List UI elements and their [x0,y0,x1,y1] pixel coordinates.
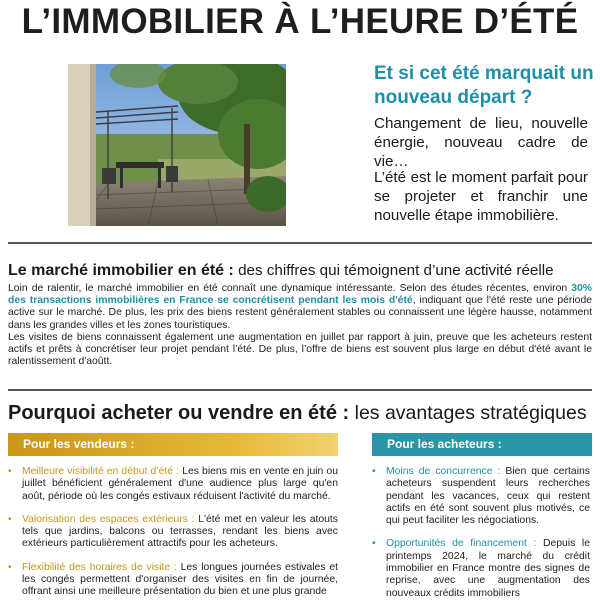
market-heading-bold: Le marché immobilier en été : [8,262,234,279]
page-title: L’IMMOBILIER À L’HEURE D’ÉTÉ [21,2,579,41]
why-heading-rest: les avantages stratégiques [349,402,587,424]
item-label: Valorisation des espaces extérieurs : [22,513,195,525]
item-text: Depuis le printemps 2024, le marché du crédit immobilier en France montre des signes de reprise, avec une augmentation des nouveaux crédits immobiliers [386,538,590,599]
bullet-icon: • [8,513,12,525]
terrace-photo [68,64,286,226]
market-paragraph-1 [8,283,592,332]
item-text: Les longues journées estivales et les congés permettent d'organiser des visites en fin de journée, offrant ainsi une meilleure présentation du bien et une plus grande [22,561,338,598]
hero-headline: Et si cet été marquait un nouveau départ ? [374,63,594,108]
hero-paragraph-2: L’été est le moment parfait pour se projeter et franchir une nouvelle étape immobilière. [374,169,588,224]
list-item [372,466,590,527]
section-divider [8,389,592,391]
item-label: Flexibilité des horaires de visite : [22,561,177,573]
section-divider [8,242,592,244]
bullet-icon: • [8,561,12,573]
buyers-list [372,466,590,611]
market-p1-highlight: 30% des transactions immobilières en France se concrétisent pendant les mois d'été [8,283,592,307]
buyers-band: Pour les acheteurs : [372,433,592,456]
market-p1-text: Loin de ralentir, le marché immobilier en été connaît une dynamique intéressante. Selon des études récentes, environ [8,283,572,294]
market-p1-text-end: , indiquant que l'été reste une période active sur le marché. De plus, les prix des biens restent généralement stables ou connaissent une légère hausse, notamment dans les grandes villes et les zones touristiques. [8,295,592,331]
item-label: Opportunités de financement : [386,538,537,550]
terrace-photo-image [68,64,286,226]
bullet-icon: • [8,466,12,477]
list-item [372,538,590,599]
item-text: Les biens mis en vente en juin ou juillet bénéficient généralement d'une audience plus large qu'en août, période où les congés estivaux réduisent l'activité du marché. [22,466,338,502]
item-text: L'été met en valeur les atouts tels que jardins, balcons ou terrasses, rendant les biens avec extérieurs particulièrement attractifs pour les acheteurs. [22,513,338,550]
bullet-icon: • [372,538,376,550]
list-item [8,514,338,551]
why-heading-bold: Pourquoi acheter ou vendre en été : [8,402,350,424]
why-section-heading [8,402,598,425]
market-section-body [8,283,592,368]
market-paragraph-2: Les visites de biens connaissent également une augmentation en juillet par rapport à juin, preuve que les acheteurs restent actifs et prêts à concrétiser leur projet pendant l’été. De plus, l’offre de biens est souvent plus large en début d'été avant le ralentissement d'aoûtt. [8,331,592,368]
bullet-icon: • [372,466,376,477]
item-label: Moins de concurrence : [386,466,501,477]
sellers-list [8,466,338,610]
item-text: Bien que certains acheteurs suspendent leurs recherches pendant les vacances, ceux qui restent actifs en été sont souvent plus motivés, ce qui peut faciliter les négociations. [386,466,590,527]
hero-paragraph-1: Changement de lieu, nouvelle énergie, nouveau cadre de vie… [374,115,588,170]
item-label: Meilleure visibilité en début d’été : [22,466,180,477]
market-heading-rest: des chiffres qui témoignent d’une activité réelle [233,262,554,279]
list-item [8,466,338,503]
market-section-heading [8,262,598,280]
sellers-band: Pour les vendeurs : [8,433,338,456]
list-item [8,562,338,599]
